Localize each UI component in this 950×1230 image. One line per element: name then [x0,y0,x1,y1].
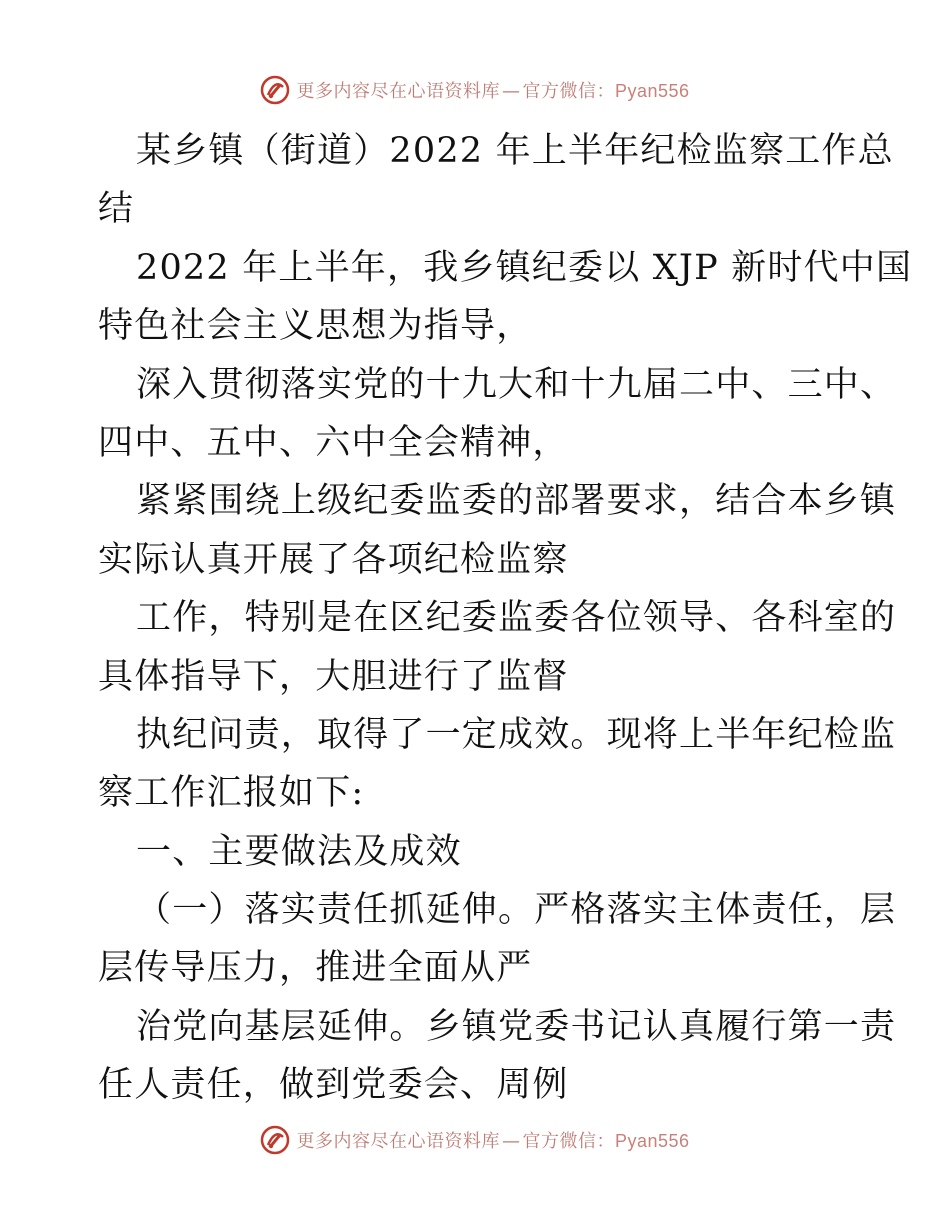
document-body [98,122,913,1115]
logo-icon [260,1125,290,1155]
text-line: 任人责任，做到党委会、周例 [98,1065,569,1106]
watermark-wechat-id: Pyan556 [614,1131,690,1151]
text-line: 一、主要做法及成效 [136,831,462,872]
watermark-text: 更多内容尽在心语资料库 [296,1131,500,1152]
text-line: 紧紧围绕上级纪委监委的部署要求，结合本乡镇 [136,481,897,522]
text-line: 结 [98,189,135,230]
text-line: 具体指导下，大胆进行了监督 [98,656,569,697]
text-line: （一）落实责任抓延伸。严格落实主体责任，层 [136,890,897,931]
watermark-wechat-label: 官方微信： [522,81,615,102]
text-line: 层传导压力，推进全面从严 [98,948,533,989]
text-line: 四中、五中、六中全会精神， [98,422,569,463]
watermark-dash: — [501,1131,521,1152]
text-line: 实际认真开展了各项纪检监察 [98,539,569,580]
text-line: 治党向基层延伸。乡镇党委书记认真履行第一责 [136,1006,897,1047]
text-line: 特色社会主义思想为指导， [98,306,533,347]
text-line: 执纪问责，取得了一定成效。现将上半年纪检监 [136,714,897,755]
text-line: 工作，特别是在区纪委监委各位领导、各科室的 [136,598,897,639]
text-line: 某乡镇（街道）2022 年上半年纪检监察工作总 [136,131,894,171]
watermark-header [0,70,950,110]
watermark-wechat-id: Pyan556 [614,81,690,101]
text-line: 2022 年上半年，我乡镇纪委以 XJP 新时代中国 [136,247,913,288]
logo-icon [260,75,290,105]
watermark-wechat-label: 官方微信： [522,1131,615,1152]
watermark-footer [0,1120,950,1160]
text-line: 察工作汇报如下: [98,773,365,814]
watermark-text: 更多内容尽在心语资料库 [296,81,500,102]
text-line: 深入贯彻落实党的十九大和十九届二中、三中、 [136,364,897,405]
watermark-dash: — [501,81,521,102]
